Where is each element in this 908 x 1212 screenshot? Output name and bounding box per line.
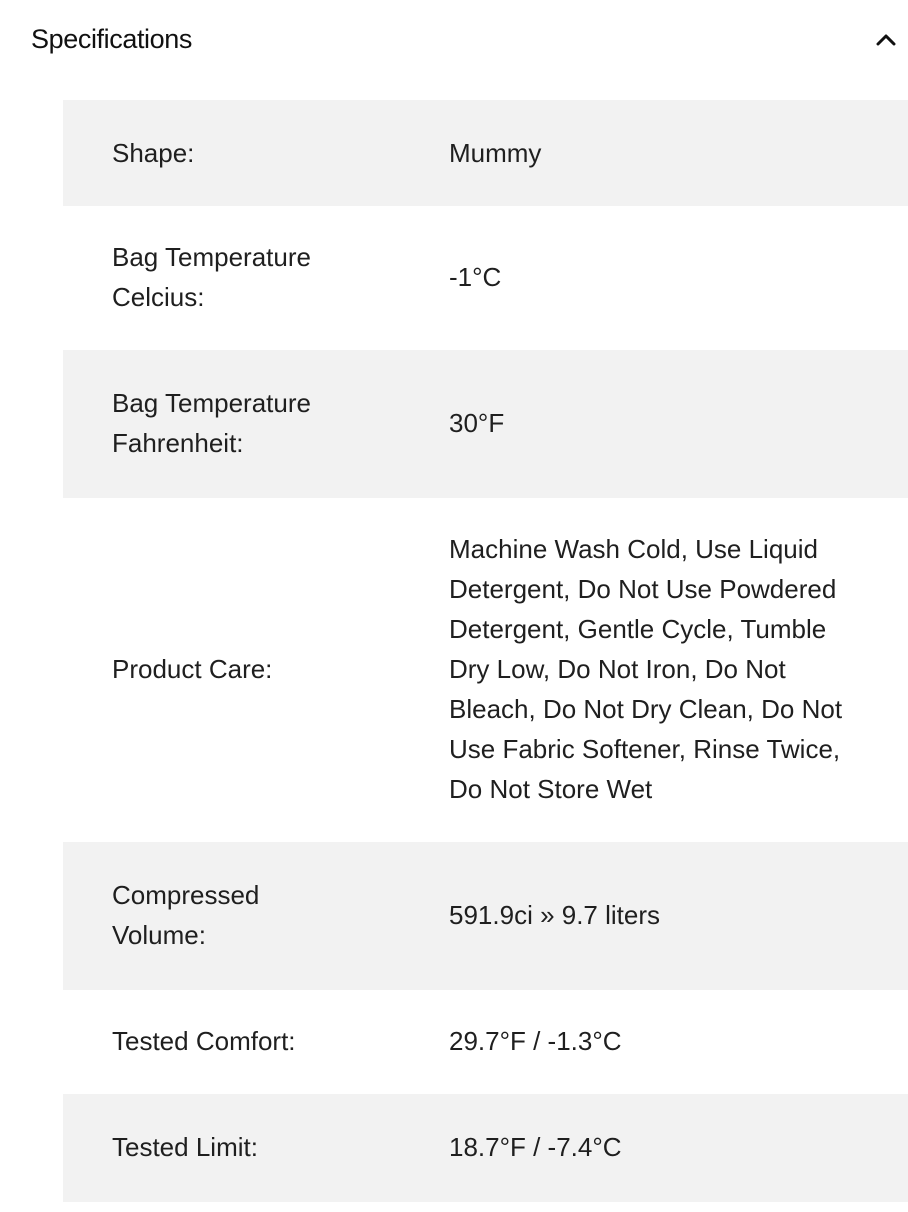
specifications-table	[63, 100, 908, 1202]
spec-value: 30°F	[449, 408, 505, 438]
spec-row-bag-temperature-celcius	[63, 206, 908, 350]
spec-value: 591.9ci » 9.7 liters	[449, 900, 661, 930]
spec-value: 29.7°F / -1.3°C	[449, 1026, 622, 1056]
spec-row-shape	[63, 100, 908, 206]
spec-label: Tested Limit:	[112, 1132, 258, 1162]
spec-label: Tested Comfort:	[112, 1026, 296, 1056]
spec-value: -1°C	[449, 262, 502, 292]
spec-row-tested-comfort	[63, 990, 908, 1094]
spec-value: 18.7°F / -7.4°C	[449, 1132, 622, 1162]
specifications-header[interactable]	[0, 0, 908, 80]
spec-value: Mummy	[449, 138, 542, 168]
spec-row-compressed-volume	[63, 842, 908, 990]
spec-label: Product Care:	[112, 654, 273, 684]
chevron-up-icon	[874, 30, 898, 48]
spec-label: Compressed Volume:	[112, 880, 260, 950]
spec-label: Bag Temperature Celcius:	[112, 242, 311, 312]
collapse-toggle-button[interactable]	[866, 22, 906, 56]
spec-row-product-care	[63, 498, 908, 842]
spec-label: Shape:	[112, 138, 195, 168]
spec-row-tested-limit	[63, 1094, 908, 1202]
section-title: Specifications	[31, 24, 192, 54]
spec-label: Bag Temperature Fahrenheit:	[112, 388, 311, 458]
spec-row-bag-temperature-fahrenheit	[63, 350, 908, 498]
spec-value: Machine Wash Cold, Use Liquid Detergent, Do Not Use Powdered Detergent, Gentle Cycle, Tumble Dry Low, Do Not Iron, Do Not Bleach, Do Not Dry Clean, Do Not Use Fabric Softener, Rinse Twice, Do Not Store Wet	[449, 534, 843, 804]
